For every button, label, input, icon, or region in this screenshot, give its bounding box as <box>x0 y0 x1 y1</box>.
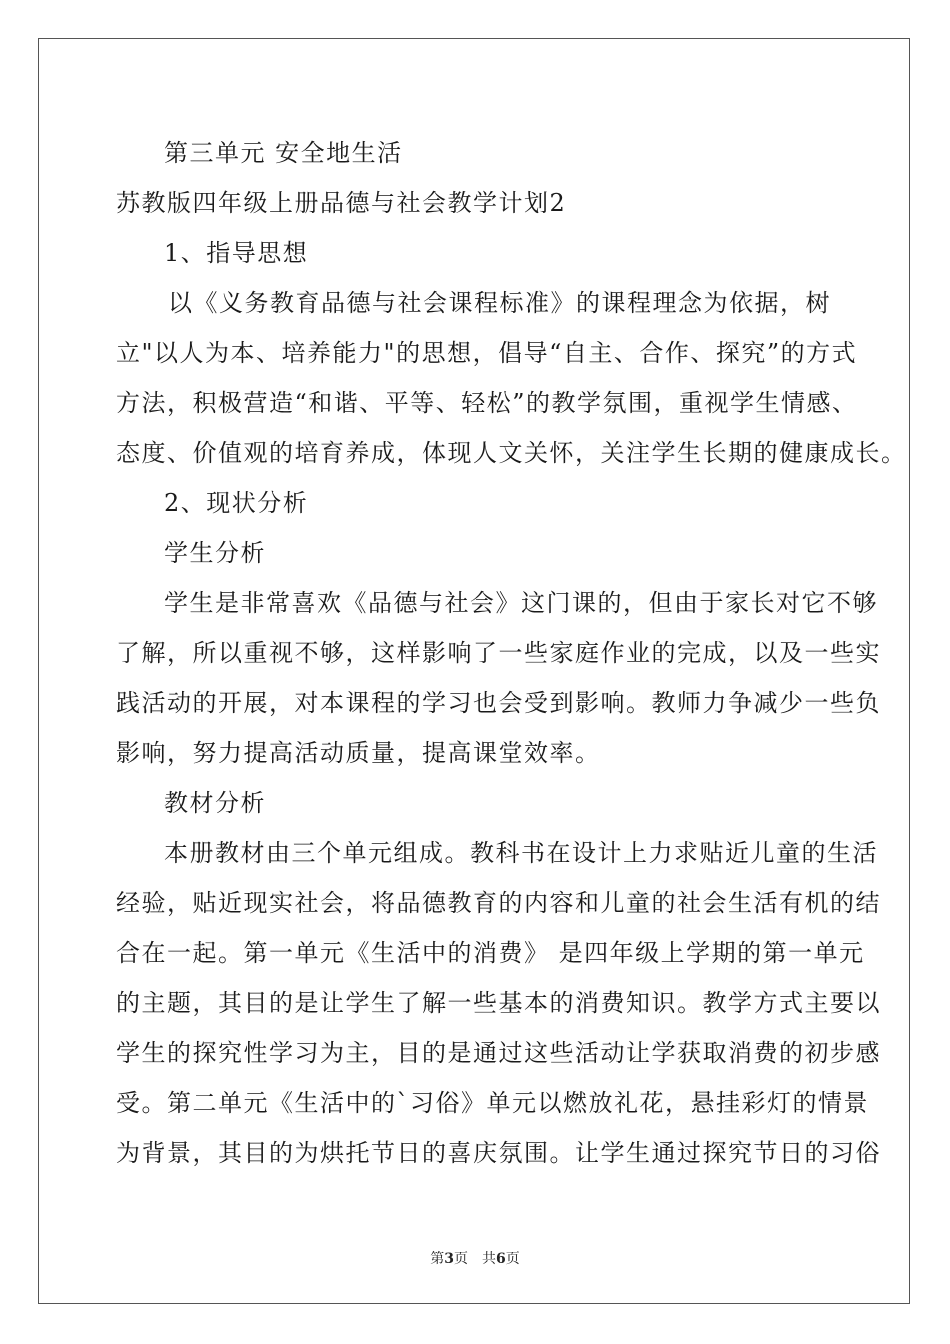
paragraph-line: 践活动的开展，对本课程的学习也会受到影响。教师力争减少一些负 <box>116 689 881 717</box>
page-footer <box>0 1248 950 1268</box>
subheading-textbook-analysis: 教材分析 <box>164 789 266 817</box>
paragraph-line: 学生是非常喜欢《品德与社会》这门课的，但由于家长对它不够 <box>164 589 878 617</box>
paragraph-line: 方法，积极营造“和谐、平等、轻松”的教学氛围，重视学生情感、 <box>116 389 858 417</box>
total-page-number: 6 <box>496 1251 506 1267</box>
paragraph-line: 了解，所以重视不够，这样影响了一些家庭作业的完成，以及一些实 <box>116 639 881 667</box>
footer-suffix: 页 <box>505 1251 520 1267</box>
paragraph-line: 立"以人为本、培养能力"的思想，倡导“自主、合作、探究”的方式 <box>116 339 858 367</box>
current-page-number: 3 <box>444 1251 454 1267</box>
section-heading-guiding-thought: 1、指导思想 <box>164 239 309 267</box>
paragraph-line: 的主题，其目的是让学生了解一些基本的消费知识。教学方式主要以 <box>116 989 881 1017</box>
document-title: 苏教版四年级上册品德与社会教学计划2 <box>116 189 567 217</box>
footer-prefix: 第 <box>430 1251 445 1267</box>
paragraph-line: 本册教材由三个单元组成。教科书在设计上力求贴近儿童的生活 <box>164 839 878 867</box>
paragraph-line: 学生的探究性学习为主，目的是通过这些活动让学获取消费的初步感 <box>116 1039 881 1067</box>
paragraph-line: 经验，贴近现实社会，将品德教育的内容和儿童的社会生活有机的结 <box>116 889 881 917</box>
unit-heading: 第三单元 安全地生活 <box>164 139 403 167</box>
paragraph-line: 为背景，其目的为烘托节日的喜庆氛围。让学生通过探究节日的习俗 <box>116 1139 881 1167</box>
paragraph-line: 合在一起。第一单元《生活中的消费》 是四年级上学期的第一单元 <box>116 939 865 967</box>
paragraph-line: 影响，努力提高活动质量，提高课堂效率。 <box>116 739 601 767</box>
paragraph-line: 受。第二单元《生活中的`习俗》单元以燃放礼花，悬挂彩灯的情景 <box>116 1089 869 1117</box>
subheading-student-analysis: 学生分析 <box>164 539 266 567</box>
footer-mid: 页 共 <box>454 1251 496 1267</box>
paragraph-line: 态度、价值观的培育养成，体现人文关怀，关注学生长期的健康成长。 <box>116 439 907 467</box>
paragraph-line: 以《义务教育品德与社会课程标准》的课程理念为依据，树 <box>168 289 831 317</box>
document-body <box>116 128 907 1178</box>
section-heading-status-analysis: 2、现状分析 <box>164 489 309 517</box>
